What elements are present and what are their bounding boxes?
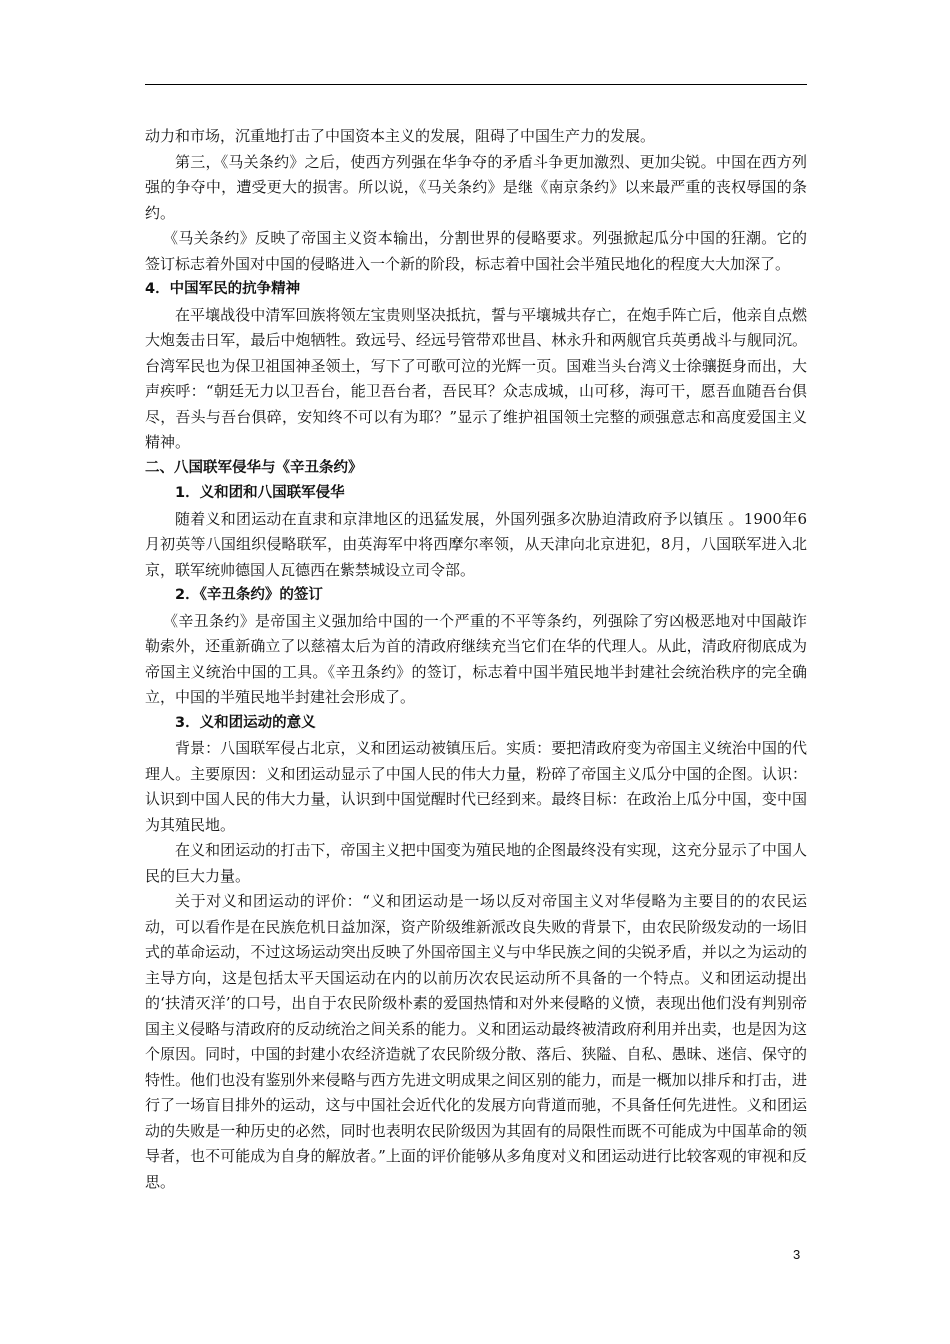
page-number: 3 [793,1247,801,1262]
document-body [145,124,807,1195]
paragraph: 关于对义和团运动的评价：“义和团运动是一场以反对帝国主义对华侵略为主要目的的农民运动，可以看作是在民族危机日益加深，资产阶级维新派改良失败的背景下，由农民阶级发动的一场旧式的革命运动，不过这场运动突出反映了外国帝国主义与中华民族之间的尖锐矛盾，并以之为运动的主导方向，这是包括太平天国运动在内的以前历次农民运动所不具备的一个特点。义和团运动提出的‘扶清灭洋’的口号，出自于农民阶级朴素的爱国热情和对外来侵略的义愤，表现出他们没有判别帝国主义侵略与清政府的反动统治之间关系的能力。义和团运动最终被清政府利用并出卖，也是因为这个原因。同时，中国的封建小农经济造就了农民阶级分散、落后、狭隘、自私、愚昧、迷信、保守的特性。他们也没有鉴别外来侵略与西方先进文明成果之间区别的能力，而是一概加以排斥和打击，进行了一场盲目排外的运动，这与中国社会近代化的发展方向背道而驰，不具备任何先进性。义和团运动的失败是一种历史的必然，同时也表明农民阶级因为其固有的局限性而既不可能成为中国革命的领导者，也不可能成为自身的解放者。”上面的评价能够从多角度对义和团运动进行比较客观的审视和反思。 [145,892,807,1191]
subsection-heading: 1．义和团和八国联军侵华 [175,485,345,501]
paragraph: 第三，《马关条约》之后，使西方列强在华争夺的矛盾斗争更加激烈、更加尖锐。中国在西方列强的争夺中，遭受更大的损害。所以说，《马关条约》是继《南京条约》以来最严重的丧权辱国的条约。 [145,152,807,222]
paragraph: 《辛丑条约》是帝国主义强加给中国的一个严重的不平等条约，列强除了穷凶极恶地对中国敲诈勒索外，还重新确立了以慈禧太后为首的清政府继续充当它们在华的代理人。从此，清政府彻底成为帝国主义统治中国的工具。《辛丑条约》的签订，标志着中国半殖民地半封建社会统治秩序的完全确立，中国的半殖民地半封建社会形成了。 [145,611,807,706]
paragraph: 背景：八国联军侵占北京，义和团运动被镇压后。实质：要把清政府变为帝国主义统治中国的代理人。主要原因：义和团运动显示了中国人民的伟大力量，粉碎了帝国主义瓜分中国的企图。认识：认识到中国人民的伟大力量，认识到中国觉醒时代已经到来。最终目标：在政治上瓜分中国，变中国为其殖民地。 [145,739,807,834]
subsection-heading: 3．义和团运动的意义 [175,714,316,731]
section-heading: 4．中国军民的抗争精神 [145,281,301,297]
paragraph: 在平壤战役中清军回族将领左宝贵则坚决抵抗，誓与平壤城共存亡，在炮手阵亡后，他亲自点燃大炮轰击日军，最后中炮牺牲。致远号、经远号管带邓世昌、林永升和两舰官兵英勇战斗与舰同沉。台湾军民也为保卫祖国神圣领土，写下了可歌可泣的光辉一页。国难当头台湾义士徐骧挺身而出，大声疾呼：“朝廷无力以卫吾台，能卫吾台者，吾民耳？众志成城，山可移，海可干，愿吾血随吾台俱尽，吾头与吾台俱碎，安知终不可以有为耶？”显示了维护祖国领土完整的顽强意志和高度爱国主义精神。 [145,305,807,451]
subsection-heading: 2．《辛丑条约》的签订 [175,587,323,603]
paragraph: 动力和市场，沉重地打击了中国资本主义的发展，阻碍了中国生产力的发展。 [145,127,656,145]
section-heading: 二、八国联军侵华与《辛丑条约》 [145,459,363,476]
header-rule [145,84,807,85]
paragraph: 随着义和团运动在直隶和京津地区的迅猛发展，外国列强多次胁迫清政府予以镇压 。1900年6月初英等八国组织侵略联军，由英海军中将西摩尔率领，从天津向北京进犯，8月，八国联军进入北京，联军统帅德国人瓦德西在紫禁城设立司令部。 [145,509,807,579]
paragraph: 在义和团运动的打击下，帝国主义把中国变为殖民地的企图最终没有实现，这充分显示了中国人民的巨大力量。 [145,841,807,885]
paragraph: 《马关条约》反映了帝国主义资本输出，分割世界的侵略要求。列强掀起瓜分中国的狂潮。它的签订标志着外国对中国的侵略进入一个新的阶段，标志着中国社会半殖民地化的程度大大加深了。 [145,229,807,273]
